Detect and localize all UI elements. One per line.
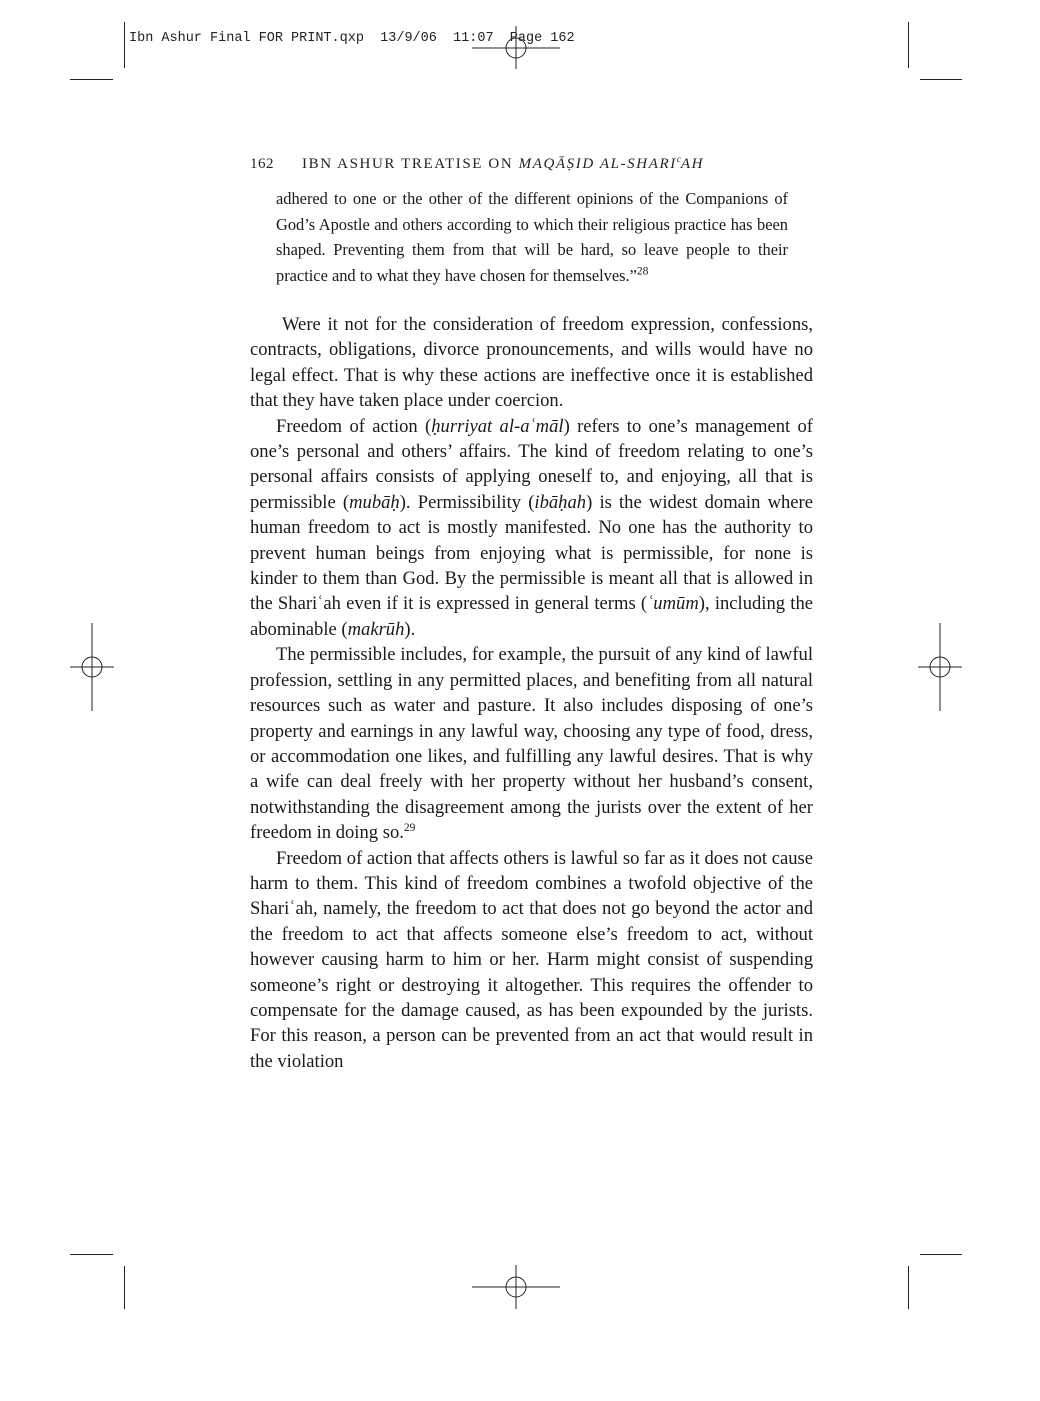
term-hurriyat: ḥurriyat al-aʿmāl — [431, 415, 564, 437]
slug-date: 13/9/06 — [380, 31, 437, 46]
paragraph-coercion: Were it not for the consideration of freedom expression, confessions, contracts, obligations, divorce pronouncements, and wills would have no legal effect. That is why these actions are ineffective once it is established that they have taken place under coercion. — [250, 314, 813, 412]
block-quote — [276, 186, 788, 288]
term-makruh: makrūh — [347, 618, 405, 640]
slug-page-label: Page 162 — [509, 31, 575, 46]
running-head-title-italic: MAQĀṢID AL-SHARI$^c$AH — [518, 154, 705, 172]
footnote-marker-29: 29 — [403, 821, 416, 834]
footnote-marker-28: 28 — [636, 265, 649, 278]
body-text — [250, 312, 813, 1074]
term-mubah: mubāḥ — [349, 491, 400, 513]
registration-mark-right — [918, 623, 962, 711]
paragraph-permissible: The permissible includes, for example, the pursuit of any kind of lawful profession, settling in any permitted places, and benefiting from all natural resources such as water and pasture. It also includes disposing of one’s property and earnings in any lawful way, choosing any type of food, dress, or accommodation one likes, and fulfilling any lawful desires. That is why a wife can deal freely with her property without her husband’s consent, notwithstanding the disagreement among the jurists over the extent of her freedom in doing so.$^{29}$ — [250, 644, 813, 844]
block-quote-text: adhered to one or the other of the different opinions of the Companions of God’s Apostle and others according to which their religious practice has been shaped. Preventing them from that will be hard, so leave people to their practice and to what they have chosen for themselves.” — [276, 189, 788, 285]
registration-mark-left — [70, 623, 114, 711]
paragraph-affects-others: Freedom of action that affects others is lawful so far as it does not cause harm to them. This kind of freedom combines a twofold objective of the Shariʿah, namely, the freedom to act that does not go beyond the actor and the freedom to act that affects someone else’s freedom to act, without however causing harm to him or her. Harm might consist of suspending someone’s right or destroying it altogether. This requires the offender to compensate for the damage caused, as has been expounded by the jurists. For this reason, a person can be prevented from an act that would result in the violation — [250, 847, 813, 1072]
print-slug-line — [129, 31, 575, 46]
page-number: 162 — [250, 156, 274, 172]
running-head — [250, 154, 850, 173]
slug-filename: Ibn Ashur Final FOR PRINT.qxp — [129, 31, 364, 46]
term-umum: ʿumūm — [647, 593, 699, 615]
paragraph-freedom-of-action: Freedom of action (ḥurriyat al-aʿmāl) refers to one’s management of one’s personal and others’ affairs. The kind of freedom relating to one’s personal affairs consists of applying oneself to, and enjoying, all that is permissible (mubāḥ). Permissibility (ibāḥah) is the widest domain where human freedom to act is mostly manifested. No one has the authority to prevent human beings from enjoying what is permissible, for none is kinder to them than God. By the permissible is meant all that is allowed in the Shariʿah even if it is expressed in general terms (ʿumūm), including the abominable (makrūh). — [250, 415, 813, 640]
registration-mark-bottom — [472, 1265, 560, 1309]
slug-time: 11:07 — [453, 31, 494, 46]
term-ibahah: ibāḥah — [534, 491, 587, 513]
running-head-title: IBN ASHUR TREATISE ON — [302, 156, 514, 172]
